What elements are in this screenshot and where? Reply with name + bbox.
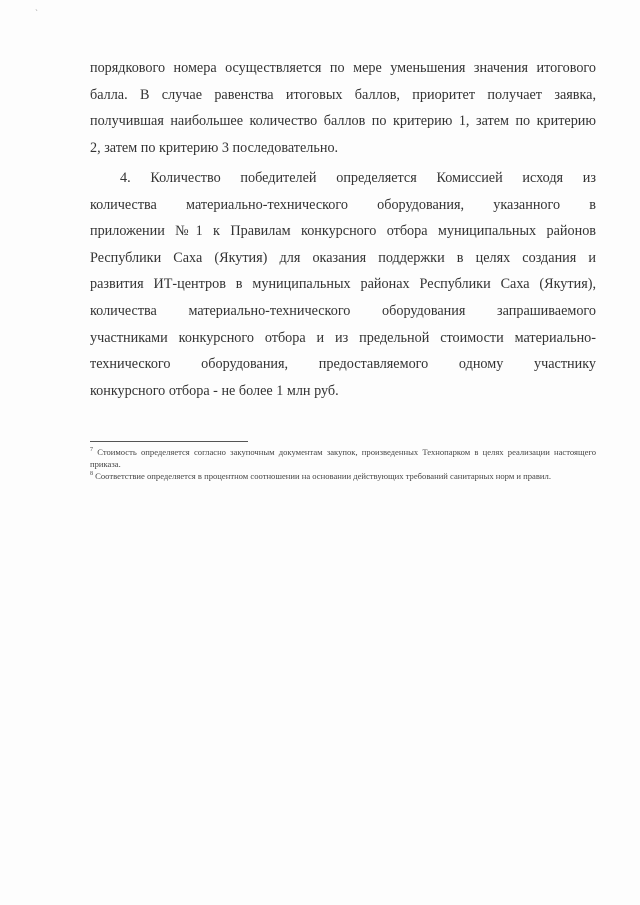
paragraph-line: количества материально-технического оборудования запрашиваемого — [90, 302, 596, 319]
paragraph-line: приложении №1 к Правилам конкурсного отбора муниципальных районов — [90, 223, 596, 240]
paragraph-line: технического оборудования, предоставляемого одному участнику — [90, 356, 596, 373]
paragraph-line: 4. Количество победителей определяется Комиссией исходя из — [120, 170, 596, 186]
footnote-text: Стоимость определяется согласно закупочным документам закупок, произведенных Технопарком в целях реализации настоящего приказа. — [90, 447, 596, 469]
footnote-separator — [90, 441, 248, 442]
footnote-mark: 7 — [90, 447, 93, 454]
paragraph-line: 2, затем по критерию 3 последовательно. — [90, 139, 339, 156]
paragraph-4 — [90, 165, 596, 404]
footnote-8 — [90, 470, 596, 482]
scan-mark: ` — [35, 8, 38, 18]
paragraph-line: балла. В случае равенства итоговых баллов, приоритет получает заявка, — [90, 86, 596, 103]
paragraph-line: Республики Саха (Якутия) для оказания поддержки в целях создания и — [90, 249, 596, 266]
paragraph-line: конкурсного отбора - не более 1 млн руб. — [90, 382, 339, 399]
footnotes — [90, 446, 596, 482]
paragraph-line: порядкового номера осуществляется по мере уменьшения значения итогового — [90, 60, 596, 76]
footnote-text: Соответствие определяется в процентном соотношении на основании действующих требований санитарных норм и правил. — [95, 471, 551, 481]
paragraph-line: развития ИТ-центров в муниципальных районах Республики Саха (Якутия), — [90, 276, 596, 293]
paragraph-line: участниками конкурсного отбора и из предельной стоимости материально- — [90, 329, 596, 346]
paragraph-line: получившая наибольшее количество баллов по критерию 1, затем по критерию — [90, 113, 596, 130]
footnote-mark: 8 — [90, 471, 93, 478]
continued-paragraph — [90, 55, 596, 161]
footnote-7 — [90, 446, 596, 470]
paragraph-line: количества материально-технического оборудования, указанного в — [90, 196, 596, 213]
